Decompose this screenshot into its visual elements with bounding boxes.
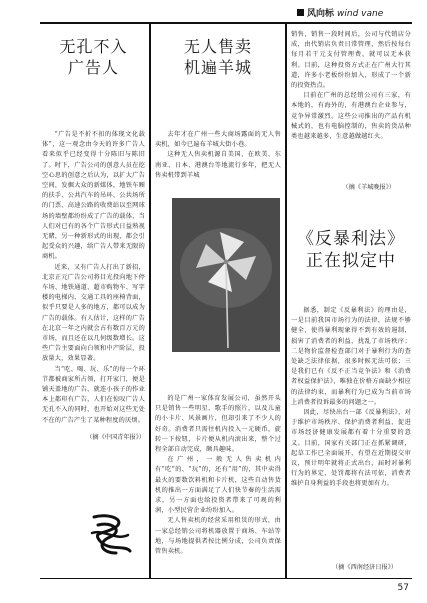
paragraph: 当“吃、喝、玩、乐”的每一个环节都被商家所占领，打开家门，便是铺天盖地的广告，就连小孩子的作业本上都印有广告，人们在惊叹广告人无孔不入的同时，也开始对这些无处不在的广告产生了某种程度的厌烦。 (42, 365, 145, 424)
page-number: 57 (397, 583, 409, 593)
article-body (291, 306, 411, 490)
paragraph: 的是广州一家体育发展公司，虽然开头只是销售一些明星、歌手的照片，以及儿童的小卡片、风景画片，但却引来了不少人的好奇。消费者只需往机内投入一元硬币，旋转一下按钮，卡片便从机内滚出来，整个过程全部自动完成，颇具趣味。 (155, 395, 281, 454)
column-divider-1 (149, 23, 151, 578)
scribble-illustration (86, 511, 136, 557)
page-header (0, 6, 427, 20)
paragraph: 在广州，一般无人售卖机内有“吃”的、“玩”的，还有“用”的，其中卖得最火的要数饮料机和卡片机，这些自动售货机的推出一方面满足了人们快节奏的生活需求，另一方面也给投资者带来了可观的利润，小型民营企业纷纷加入。 (155, 456, 281, 515)
article-title: 无孔不入 广告人 (59, 37, 128, 77)
article-body (42, 130, 145, 426)
header-rule (40, 22, 412, 24)
paragraph: 近来，又有广告人打出了新招，北京正元广告公司将目光投向地下停车场、地铁通道、超市购物车、写字楼的电梯内、交通工具的座椅背面，似乎只要是人多的地方，都可以成为广告的载体。有人估计，这样的广告在北京一年之内就会占有数百万元的市场，而且还在以几何级数增长。这些广告主要面向白领和中产阶层，投放量大，效果显著。 (42, 263, 145, 363)
article-body-bottom (155, 394, 281, 557)
article-body-continued (291, 30, 411, 142)
column-divider-2 (285, 23, 287, 578)
source-citation: （摘《中国青年报》） (86, 433, 145, 441)
article-vending-cont (291, 30, 411, 190)
pinwheel-photo (172, 198, 280, 352)
paragraph: 去年才在广州一些大商场露面的无人售卖机，如今已遍布羊城大街小巷。 (155, 131, 281, 149)
paragraph: 据悉，制定《反暴利法》的理由是，一是目前我国市场行为的法律，法规不够健全，使得暴利现象得不到有效的遏制，损害了消费者的利益，扰乱了市场秩序；二是物价监督检查部门对于暴利行为的查处缺乏法律依据，很多时候无法可依；三是我们已有《反不正当竞争法》和《消费者权益保护法》，唯独在价格方面缺少相应的法律约束，而暴利行为已成为当前市场上消费者投诉最多的问题之一。 (291, 307, 411, 406)
source-citation: （摘《羊城晚报》） (342, 184, 395, 191)
article-ads (42, 32, 145, 572)
article-title: 《反暴利法》 正在拟定中 (297, 229, 405, 271)
paragraph: 目前在广州的总经销公司有三家，有本地的，有海外的，有港澳台企业参与，竞争异常激烈。这些公司推出的产品有机械式的，也有电脑控制的，售卖的货品种类也越来越多，生意越做越红火。 (291, 92, 411, 141)
paragraph: 无人售卖机的经营采用租赁的形式，由一家总经销公司将机器放置于商场、车站等地，与场地提供者按比例分成，公司负责保管售卖机。 (155, 517, 281, 556)
footer-rule (40, 578, 412, 579)
paragraph: 因此，尽快出台一部《反暴利法》，对于维护市场秩序、保护消费者利益、促进市场经济健康发展都有着十分重要的意义。目前，国家有关部门正在抓紧调研，起草工作已全面展开，有望在近期提交审议，预计明年就将正式出台，届时对暴利行为的界定、处罚都将有法可依，消费者维护自身利益的手段也将更加有力。 (291, 409, 411, 488)
article-title: 无人售卖 机遍羊城 (183, 37, 252, 77)
article-anti-profiteering (291, 228, 411, 576)
section-marker-icon (297, 9, 304, 16)
source-citation: （摘《西南经济日报》） (332, 564, 397, 571)
article-body-top (155, 130, 281, 192)
paragraph: 销售，销售一段时间后，公司与代销店分成，由代销店负责日常管理，然后按每台每月若干元支付管理费，就可以无本获利。目前，这种投资方式正在广州大行其道，许多小老板纷纷加入，形成了一个新的投资热点。 (291, 31, 411, 90)
paragraph: 这种无人售卖机源自美国，在欧美、东南亚、日本、港澳台等地流行多年，把无人售卖机带到羊城 (155, 151, 281, 179)
paragraph: “广告是不折不扣的体现文化载体”，这一观念由今天的许多广告人看来似乎已经变得十分陈旧与陈旧了。时下，广告公司的创意人员在挖空心思的创意之后认为，以扩大广告空间，发掘大众的新媒体，地铁车厢的扶手、公共汽车的吊环、公共场所的门票、高速公路的收费站以至网球场的墙壁都纷纷成了广告的载体，当人们对已有的各个广告形式日益熟视无睹，另一种新形式的出现，都会引起受众的兴趣，给广告人带来无限的商机。 (42, 131, 145, 261)
section-label: 风向标 wind vane (307, 9, 384, 19)
